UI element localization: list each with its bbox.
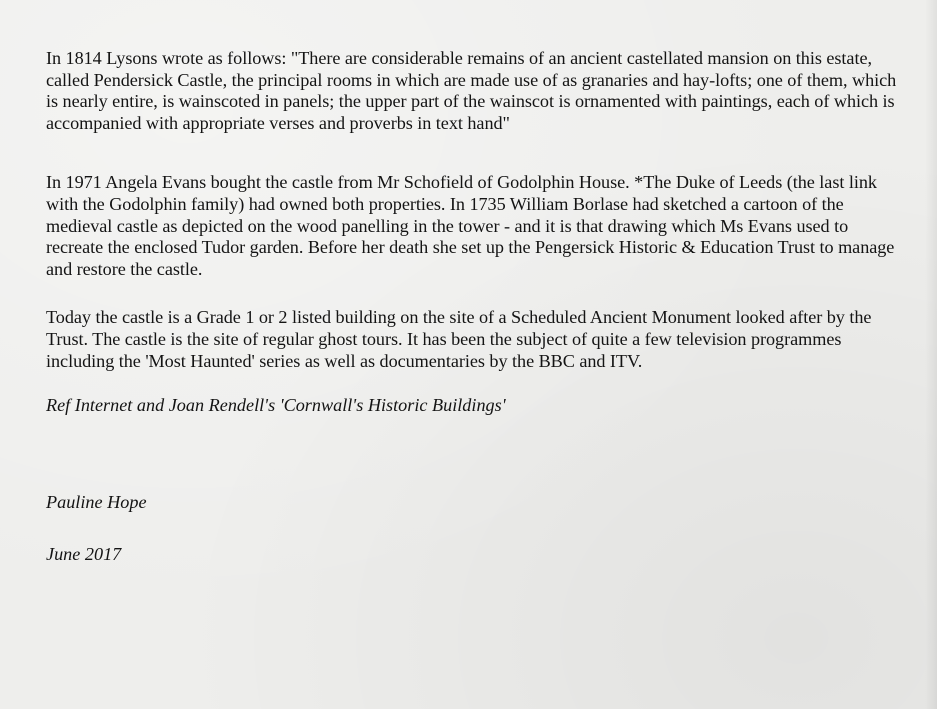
reference-line: Ref Internet and Joan Rendell's 'Cornwall's Historic Buildings' bbox=[46, 395, 506, 416]
paragraph-lysons-quote: In 1814 Lysons wrote as follows: "There are considerable remains of an ancient castellated mansion on this estate, called Pendersick Castle, the principal rooms in which are made use of as granaries and hay-lofts; one of them, which is nearly entire, is wainscoted in panels; the upper part of the wainscot is ornamented with paintings, each of which is accompanied with appropriate verses and proverbs in text hand" bbox=[46, 48, 897, 133]
paragraph-castle-today: Today the castle is a Grade 1 or 2 listed building on the site of a Scheduled Ancient Monument looked after by the Trust. The castle is the site of regular ghost tours. It has been the subject of quite a few television programmes including the 'Most Haunted' series as well as documentaries by the BBC and ITV. bbox=[46, 307, 872, 371]
document-body bbox=[46, 48, 902, 566]
author-name: Pauline Hope bbox=[46, 491, 147, 512]
document-date: June 2017 bbox=[46, 544, 122, 565]
page-edge-shadow bbox=[925, 0, 937, 709]
paragraph-angela-evans: In 1971 Angela Evans bought the castle from Mr Schofield of Godolphin House. *The Duke of Leeds (the last link with the Godolphin family) had owned both properties. In 1735 William Borlase had sketched a cartoon of the medieval castle as depicted on the wood panelling in the tower - and it is that drawing which Ms Evans used to recreate the enclosed Tudor garden. Before her death she set up the Pengersick Historic & Education Trust to manage and restore the castle. bbox=[46, 172, 895, 279]
